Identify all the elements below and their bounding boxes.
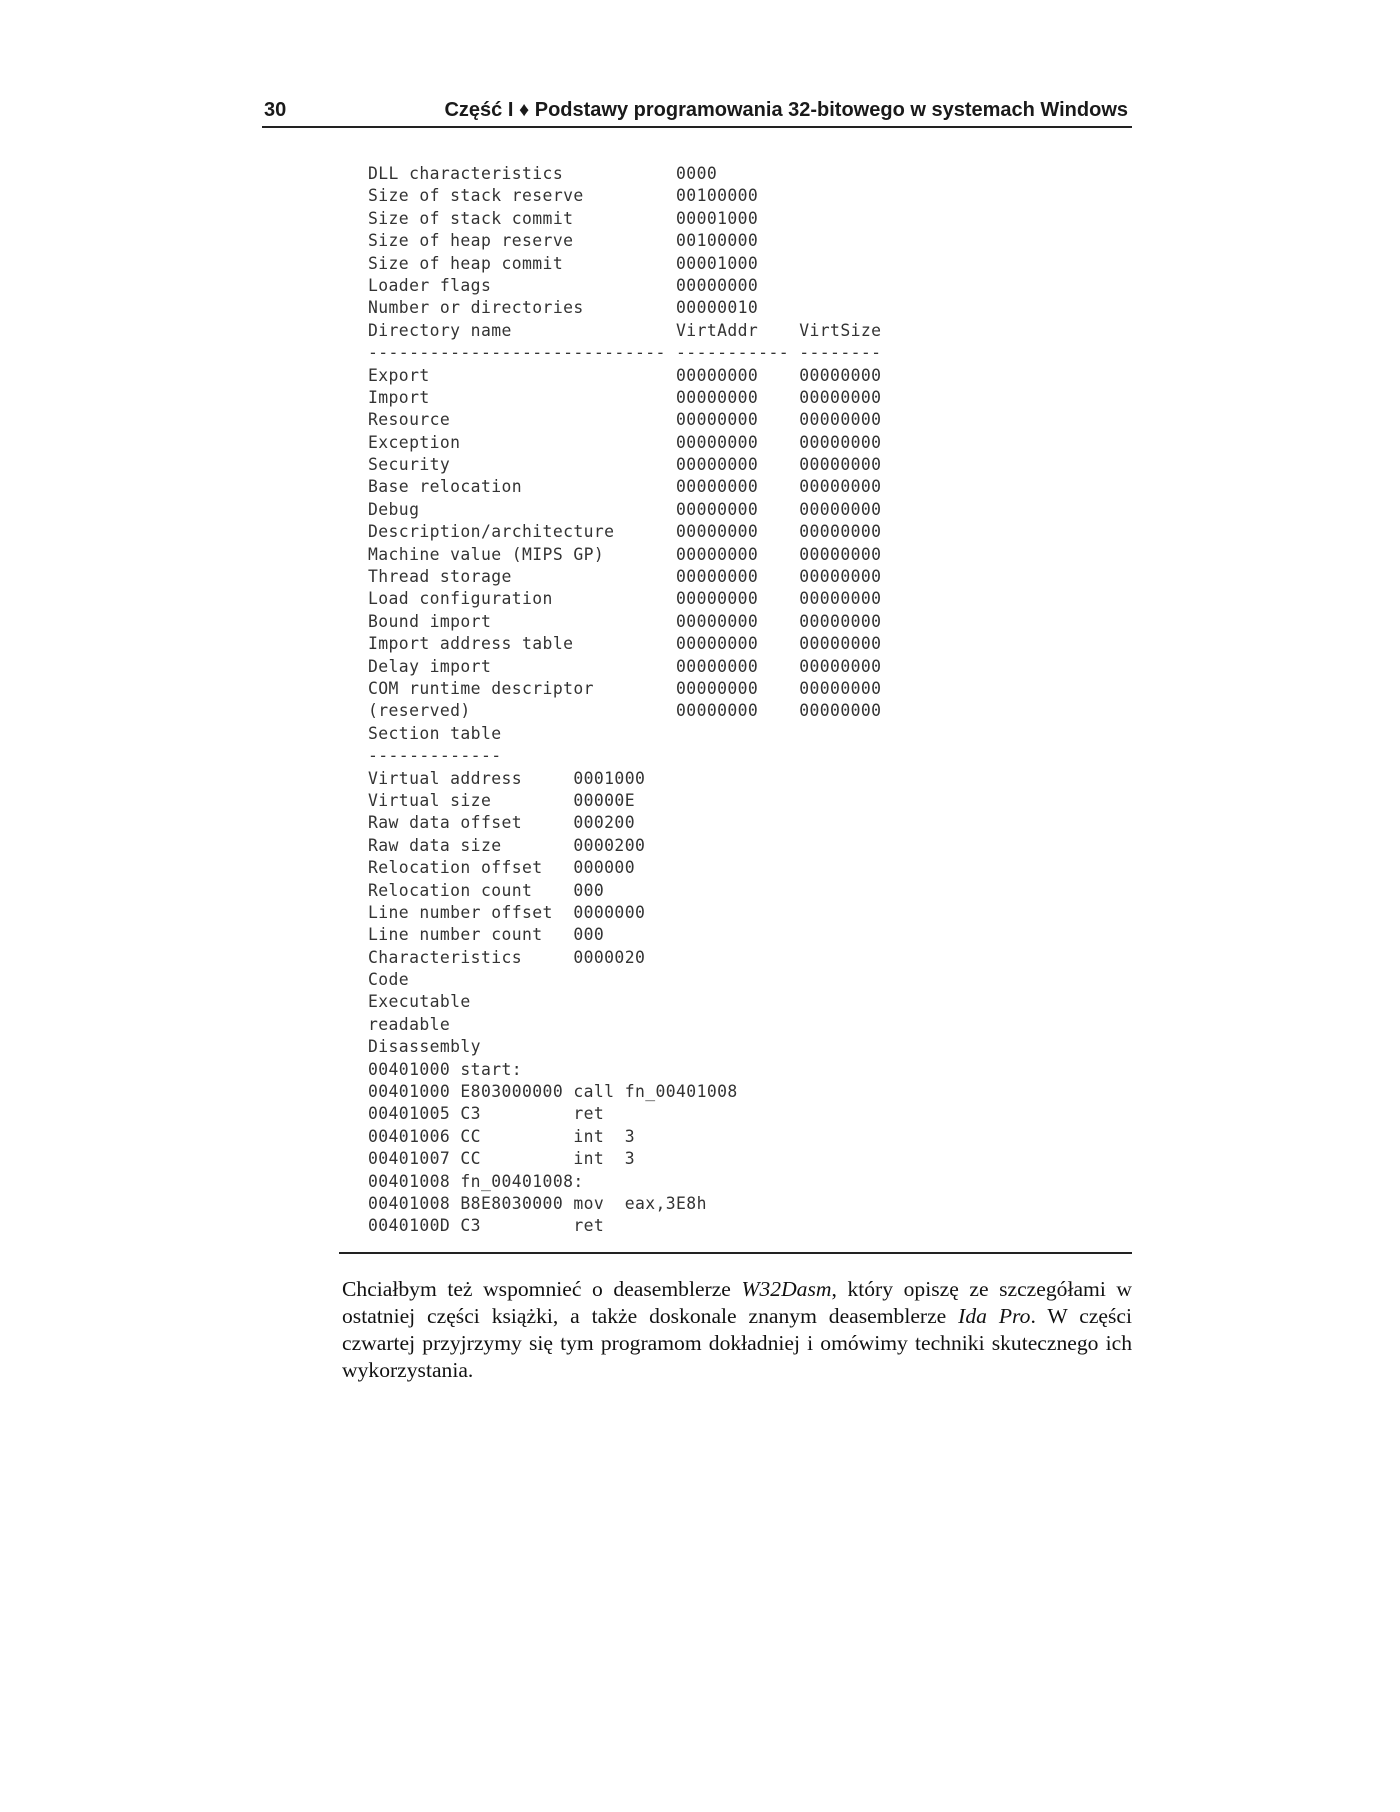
listing-line: Section table — [368, 723, 502, 743]
listing-line: 0040100D C3 ret — [368, 1216, 605, 1236]
listing-line: ----------------------------- ----------- -------- — [368, 343, 882, 363]
listing-line: Load configuration 00000000 00000000 — [368, 589, 882, 609]
paragraph-text-3: . W części czwartej przyjrzymy się tym programom dokładniej i omówimy techniki skutecznego ich wykorzystania. — [342, 1304, 1132, 1382]
listing-end-rule — [339, 1252, 1132, 1254]
listing-line: Loader flags 00000000 — [368, 275, 759, 295]
listing-line: Virtual size 00000E — [368, 790, 635, 810]
listing-line: Directory name VirtAddr VirtSize — [368, 320, 882, 340]
paragraph-text-2: , który opiszę ze szczegółami w ostatniej części książki, a także doskonale znanym deasemblerze — [342, 1277, 1132, 1328]
page-header — [262, 96, 1132, 124]
page-number: 30 — [264, 99, 287, 121]
listing-line: COM runtime descriptor 00000000 00000000 — [368, 678, 882, 698]
listing-line: Thread storage 00000000 00000000 — [368, 567, 882, 587]
listing-line: DLL characteristics 0000 — [368, 164, 718, 183]
listing-line: Debug 00000000 00000000 — [368, 499, 882, 519]
listing-line: 00401007 CC int 3 — [368, 1149, 635, 1169]
listing-line: readable — [368, 1014, 451, 1034]
listing-line: 00401005 C3 ret — [368, 1104, 605, 1124]
listing-line: Characteristics 0000020 — [368, 947, 646, 967]
listing-line: Size of heap reserve 00100000 — [368, 231, 759, 251]
listing-line: 00401006 CC int 3 — [368, 1126, 635, 1146]
listing-line: Description/architecture 00000000 00000000 — [368, 522, 882, 542]
listing-line: Exception 00000000 00000000 — [368, 432, 882, 452]
listing-line: Size of stack reserve 00100000 — [368, 186, 759, 206]
listing-line: 00401008 fn_00401008: — [368, 1171, 584, 1191]
code-listing — [368, 163, 881, 1238]
listing-line: Virtual address 0001000 — [368, 768, 646, 788]
listing-line: Executable — [368, 992, 471, 1012]
listing-line: Size of heap commit 00001000 — [368, 253, 759, 273]
listing-line: Raw data size 0000200 — [368, 835, 646, 855]
listing-line: Import 00000000 00000000 — [368, 387, 882, 407]
listing-line: Import address table 00000000 00000000 — [368, 634, 882, 654]
listing-line: (reserved) 00000000 00000000 — [368, 701, 882, 721]
header-rule — [262, 126, 1132, 128]
listing-line: ------------- — [368, 746, 502, 766]
listing-line: Relocation count 000 — [368, 880, 605, 900]
listing-line: Line number offset 0000000 — [368, 902, 646, 922]
listing-line: Number or directories 00000010 — [368, 298, 759, 318]
listing-line: Base relocation 00000000 00000000 — [368, 477, 882, 497]
listing-line: Bound import 00000000 00000000 — [368, 611, 882, 631]
listing-line: Relocation offset 000000 — [368, 858, 635, 878]
listing-line: Security 00000000 00000000 — [368, 455, 882, 475]
listing-line: 00401008 B8E8030000 mov eax,3E8h — [368, 1193, 707, 1213]
body-paragraph — [342, 1276, 1132, 1384]
program-name-w32dasm: W32Dasm — [741, 1277, 832, 1301]
listing-line: Delay import 00000000 00000000 — [368, 656, 882, 676]
listing-line: Raw data offset 000200 — [368, 813, 635, 833]
paragraph-text-1: Chciałbym też wspomnieć o deasemblerze — [342, 1277, 742, 1301]
listing-line: Machine value (MIPS GP) 00000000 00000000 — [368, 544, 882, 564]
program-name-ida-pro: Ida Pro — [958, 1304, 1031, 1328]
listing-line: Export 00000000 00000000 — [368, 365, 882, 385]
running-title: Część I ♦ Podstawy programowania 32-bitowego w systemach Windows — [444, 99, 1128, 121]
listing-line: Line number count 000 — [368, 925, 605, 945]
listing-line: 00401000 E803000000 call fn_00401008 — [368, 1082, 738, 1102]
listing-line: Code — [368, 970, 410, 990]
listing-line: 00401000 start: — [368, 1059, 523, 1079]
listing-line: Resource 00000000 00000000 — [368, 410, 882, 430]
listing-line: Size of stack commit 00001000 — [368, 208, 759, 228]
listing-line: Disassembly — [368, 1037, 481, 1057]
